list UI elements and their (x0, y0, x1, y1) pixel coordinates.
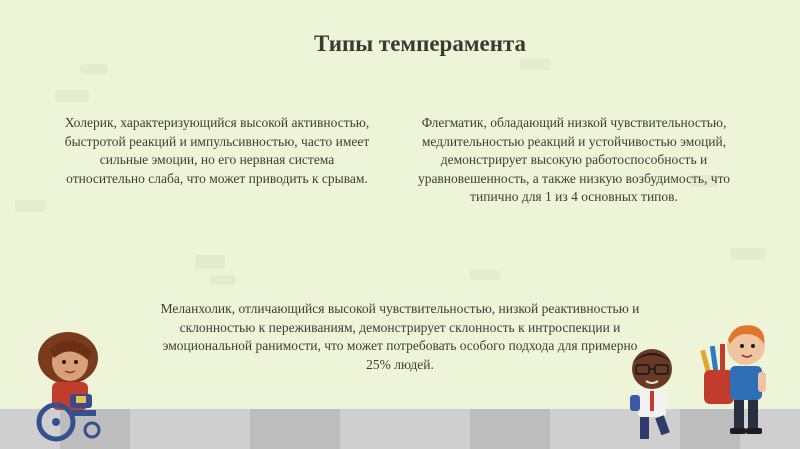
girl-wheelchair-illustration (30, 330, 110, 442)
phlegmatic-paragraph: Флегматик, обладающий низкой чувствительностью, медлительностью реакций и устойчивостью эмоций, демонстрирует высокую работоспособность и уравновешенность, а также низкую возбудимость, что типично для 1 из 4 основных типов. (417, 115, 731, 204)
boy-backpack-illustration (700, 320, 778, 438)
melancholic-paragraph: Меланхолик, отличающийся высокой чувствительностью, низкой реактивностью и склонностью к переживаниям, демонстрирует склонность к интроспекции и эмоциональной ранимости, что может потребовать особого подхода для примерно 25% людей. (160, 301, 640, 372)
boy-glasses-illustration (622, 345, 684, 445)
slide-title: Типы темперамента (313, 31, 527, 56)
choleric-paragraph: Холерик, характеризующийся высокой активностью, быстротой реакций и импульсивностью, часто имеет сильные эмоции, но его нервная система относительно слаба, что может приводить к срывам. (64, 115, 370, 186)
